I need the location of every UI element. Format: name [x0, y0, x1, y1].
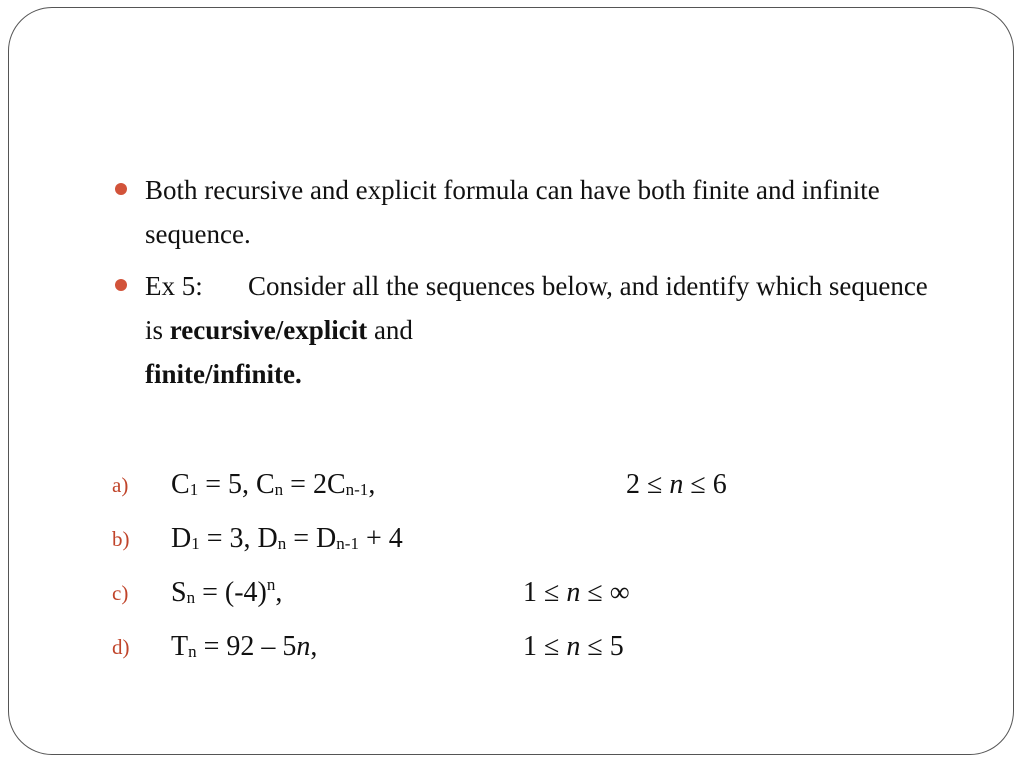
subscript: n-1: [345, 480, 369, 499]
subscript: n: [186, 588, 196, 607]
expr-text: = 3,: [199, 523, 258, 554]
expr-text: ,: [275, 577, 283, 608]
sequence-list: [112, 458, 952, 674]
subscript: 1: [189, 480, 199, 499]
expr-text: = D: [286, 523, 337, 554]
term-letter: D: [257, 523, 278, 554]
bold-term-finite-infinite: finite/infinite.: [145, 359, 302, 389]
list-item-b: [112, 512, 952, 566]
cond-variable: n: [669, 469, 684, 500]
list-item-c: [112, 566, 952, 620]
term-letter: C: [255, 469, 275, 500]
example-label: Ex 5:: [145, 271, 203, 301]
domain-condition: [626, 458, 727, 512]
term-letter: C: [171, 469, 190, 500]
bullet-item-2: [112, 264, 952, 396]
bullet-text: Both recursive and explicit formula can have both finite and infinite sequence.: [145, 175, 880, 249]
cond-text: ≤ 6: [683, 469, 727, 500]
expr-text: + 4: [358, 523, 403, 554]
item-marker: b): [112, 527, 130, 551]
cond-variable: n: [566, 631, 581, 662]
superscript: n: [266, 575, 276, 594]
subscript: n-1: [336, 534, 359, 553]
item-marker: d): [112, 635, 130, 659]
expr-text: = 2C: [283, 469, 346, 500]
expr-text: ,: [368, 469, 376, 500]
expr-variable: n: [296, 631, 311, 662]
cond-text: ≤ ∞: [580, 577, 630, 608]
bullet-list: [112, 168, 952, 404]
list-item-d: [112, 620, 952, 674]
term-letter: S: [171, 577, 187, 608]
cond-text: 1 ≤: [523, 631, 567, 662]
bullet-dot-icon: [115, 183, 127, 195]
expr-text: = 92 – 5: [196, 631, 297, 662]
sequence-expression: [171, 620, 317, 674]
subscript: n: [277, 534, 287, 553]
bold-term-recursive-explicit: recursive/explicit: [169, 315, 368, 345]
bullet-text: and: [367, 315, 413, 345]
domain-condition: [523, 620, 624, 674]
cond-text: 1 ≤: [523, 577, 567, 608]
sequence-expression: [171, 566, 282, 620]
domain-condition: [523, 566, 630, 620]
term-letter: T: [171, 631, 189, 662]
cond-text: ≤ 5: [580, 631, 624, 662]
term-letter: D: [171, 523, 192, 554]
expr-text: = 5,: [198, 469, 256, 500]
cond-text: 2 ≤: [626, 469, 670, 500]
subscript: n: [188, 642, 197, 661]
list-item-a: [112, 458, 952, 512]
subscript: n: [274, 480, 284, 499]
bullet-text: Consider all the sequences below, and identify which sequence is: [145, 271, 928, 345]
expr-text: = (-4): [195, 577, 267, 608]
sequence-expression: [171, 512, 403, 566]
cond-variable: n: [566, 577, 581, 608]
subscript: 1: [191, 534, 200, 553]
item-marker: c): [112, 581, 129, 605]
expr-text: ,: [310, 631, 318, 662]
bullet-item-1: [112, 168, 952, 256]
sequence-expression: [171, 458, 375, 512]
bullet-dot-icon: [115, 279, 127, 291]
item-marker: a): [112, 473, 129, 497]
